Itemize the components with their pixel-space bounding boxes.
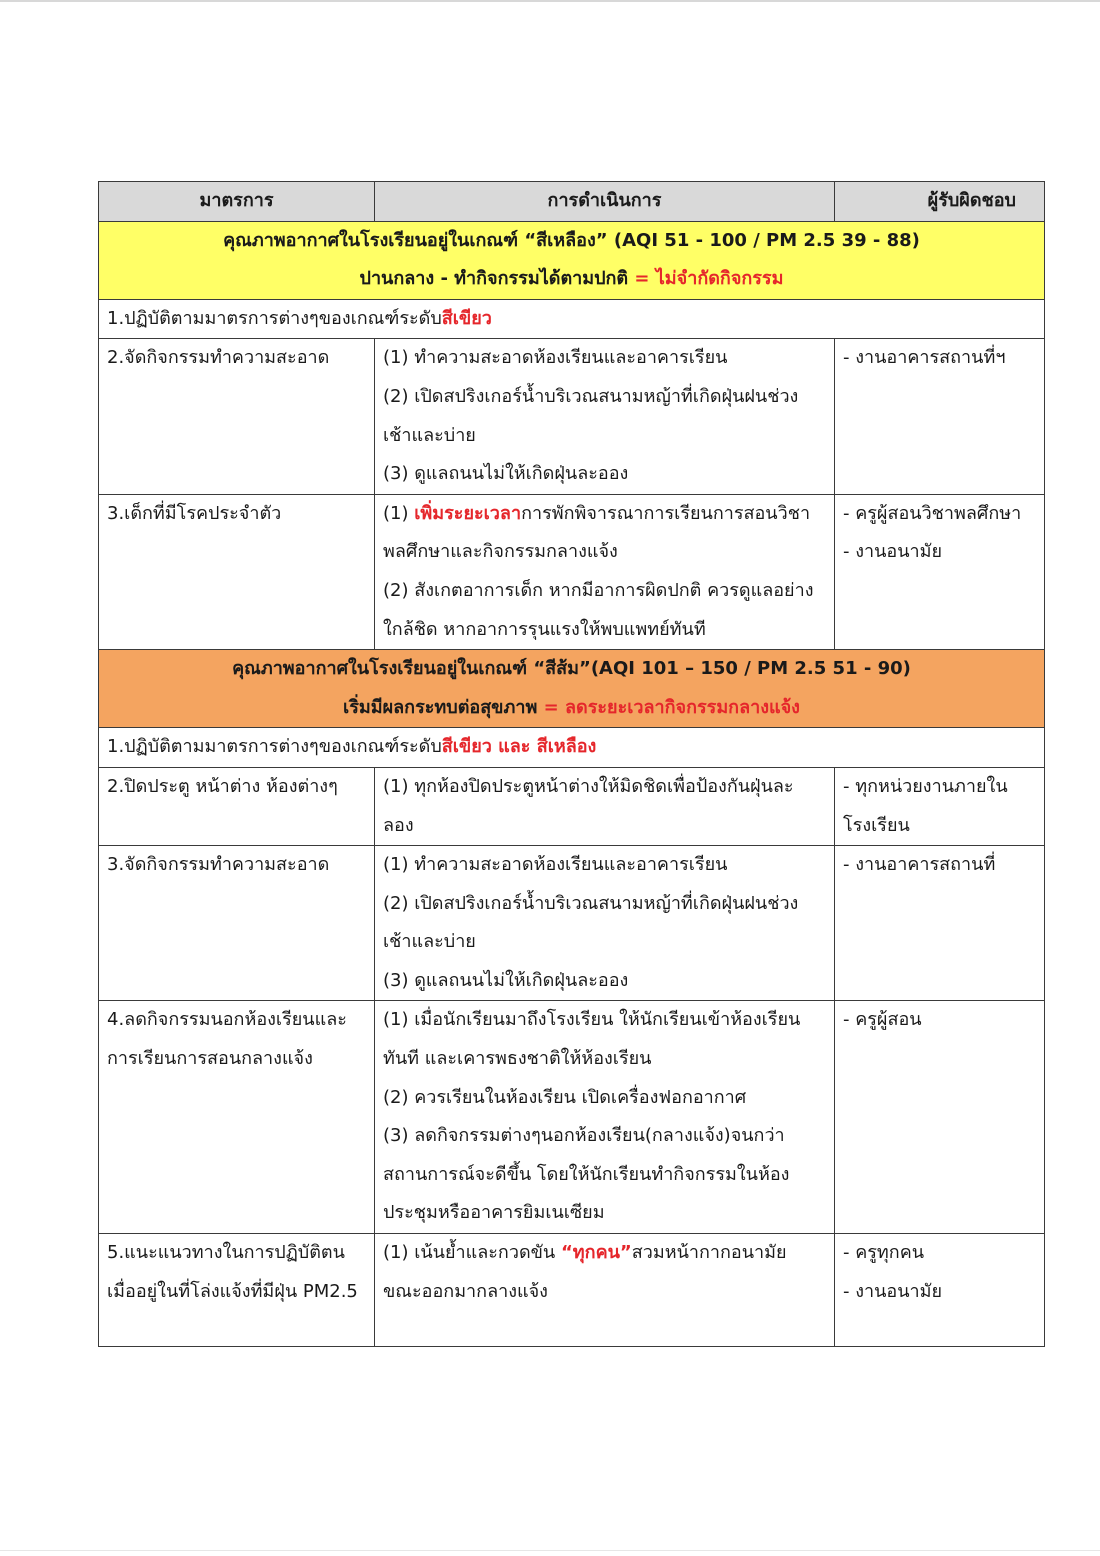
op-line: (1) ทุกห้องปิดประตูหน้าต่างให้มิดชิดเพื่อป้องกันฝุ่นละ xyxy=(383,775,794,797)
yellow-row-3-responsible xyxy=(835,494,1045,649)
orange-row-4-responsible: - ครูผู้สอน xyxy=(835,1001,1045,1234)
orange-row-1-text: 1.ปฏิบัติตามมาตรการต่างๆของเกณฑ์ระดับ xyxy=(107,736,442,758)
header-measure: มาตรการ xyxy=(99,182,375,222)
op-line: (1) ทำความสะอาดห้องเรียนและอาคารเรียน xyxy=(383,854,728,876)
op-line: (1) ทำความสะอาดห้องเรียนและอาคารเรียน xyxy=(383,347,728,369)
op-prefix: (1) xyxy=(383,502,415,524)
orange-row-4 xyxy=(99,1001,1045,1234)
header-row xyxy=(99,182,1045,222)
orange-band-subtitle xyxy=(103,689,1040,728)
orange-band-cell xyxy=(99,650,1045,728)
orange-row-5-measure xyxy=(99,1234,375,1347)
op-suffix: สวมหน้ากากอนามัย xyxy=(631,1242,787,1264)
op-line: (1) เมื่อนักเรียนมาถึงโรงเรียน ให้นักเรียนเข้าห้องเรียน xyxy=(383,1009,801,1031)
op-highlight: “ทุกคน” xyxy=(560,1242,632,1264)
op-line: ขณะออกมากลางแจ้ง xyxy=(383,1280,548,1302)
yellow-row-1-cell xyxy=(99,299,1045,339)
op-line xyxy=(383,495,826,534)
op-line: เช้าและบ่าย xyxy=(383,424,476,446)
yellow-band-subtitle xyxy=(103,260,1040,299)
resp-line: - ครูผู้สอนวิชาพลศึกษา xyxy=(843,502,1022,524)
measure-line: เมื่ออยู่ในที่โล่งแจ้งที่มีฝุ่น PM2.5 xyxy=(107,1280,358,1302)
orange-row-3-responsible: - งานอาคารสถานที่ xyxy=(835,846,1045,1001)
op-line: เช้าและบ่าย xyxy=(383,931,476,953)
orange-band-subtitle-highlight: = ลดระยะเวลากิจกรรมกลางแจ้ง xyxy=(543,696,800,718)
orange-row-1-highlight: สีเขียว และ สีเหลือง xyxy=(441,736,597,758)
op-suffix: การพักพิจารณาการเรียนการสอนวิชา xyxy=(521,502,811,524)
yellow-row-1-text: 1.ปฏิบัติตามมาตรการต่างๆของเกณฑ์ระดับ xyxy=(107,307,442,329)
op-line: (3) ลดกิจกรรมต่างๆนอกห้องเรียน(กลางแจ้ง)จนกว่า xyxy=(383,1125,785,1147)
orange-band-title: คุณภาพอากาศในโรงเรียนอยู่ในเกณฑ์ “สีส้ม”(AQI 101 – 150 / PM 2.5 51 - 90) xyxy=(232,658,911,680)
page-top-rule xyxy=(0,0,1100,2)
header-operation: การดำเนินการ xyxy=(375,182,835,222)
orange-level-band xyxy=(99,650,1045,728)
resp-line: - ครูทุกคน xyxy=(843,1242,925,1264)
op-highlight: เพิ่มระยะเวลา xyxy=(414,502,522,524)
yellow-band-subtitle-highlight: = ไม่จำกัดกิจกรรม xyxy=(634,268,784,290)
measures-table xyxy=(98,181,1045,1347)
orange-row-5-responsible xyxy=(835,1234,1045,1347)
yellow-band-title: คุณภาพอากาศในโรงเรียนอยู่ในเกณฑ์ “สีเหลือง” (AQI 51 - 100 / PM 2.5 39 - 88) xyxy=(223,229,920,251)
orange-row-5 xyxy=(99,1234,1045,1347)
op-line: (3) ดูแลถนนไม่ให้เกิดฝุ่นละออง xyxy=(383,969,629,991)
op-line: (2) ควรเรียนในห้องเรียน เปิดเครื่องฟอกอากาศ xyxy=(383,1086,747,1108)
orange-row-2-measure: 2.ปิดประตู หน้าต่าง ห้องต่างๆ xyxy=(99,767,375,845)
yellow-level-band xyxy=(99,221,1045,299)
resp-line: - งานอนามัย xyxy=(843,541,943,563)
yellow-row-3 xyxy=(99,494,1045,649)
orange-row-2-responsible xyxy=(835,767,1045,845)
resp-line: - งานอนามัย xyxy=(843,1280,943,1302)
yellow-row-2-measure: 2.จัดกิจกรรมทำความสะอาด xyxy=(99,339,375,494)
orange-row-3-operation xyxy=(375,846,835,1001)
yellow-row-2 xyxy=(99,339,1045,494)
op-line xyxy=(383,1234,826,1273)
yellow-band-subtitle-text: ปานกลาง - ทำกิจกรรมได้ตามปกติ xyxy=(359,268,629,290)
op-line: (2) เปิดสปริงเกอร์น้ำบริเวณสนามหญ้าที่เกิดฝุ่นฝนช่วง xyxy=(383,892,799,914)
orange-row-2 xyxy=(99,767,1045,845)
orange-row-3-measure: 3.จัดกิจกรรมทำความสะอาด xyxy=(99,846,375,1001)
orange-row-1-cell xyxy=(99,728,1045,768)
yellow-row-3-operation xyxy=(375,494,835,649)
op-line: (2) สังเกตอาการเด็ก หากมีอาการผิดปกติ ควรดูแลอย่าง xyxy=(383,579,814,601)
yellow-row-3-measure: 3.เด็กที่มีโรคประจำตัว xyxy=(99,494,375,649)
resp-line: โรงเรียน xyxy=(843,814,910,836)
yellow-row-2-responsible: - งานอาคารสถานที่ฯ xyxy=(835,339,1045,494)
orange-row-4-operation xyxy=(375,1001,835,1234)
yellow-row-1 xyxy=(99,299,1045,339)
op-line: ประชุมหรืออาคารยิมเนเซียม xyxy=(383,1202,605,1224)
yellow-row-2-operation xyxy=(375,339,835,494)
op-line: ลอง xyxy=(383,814,414,836)
measure-line: 4.ลดกิจกรรมนอกห้องเรียนและ xyxy=(107,1009,347,1031)
orange-band-subtitle-text: เริ่มมีผลกระทบต่อสุขภาพ xyxy=(343,696,538,718)
measure-line: การเรียนการสอนกลางแจ้ง xyxy=(107,1048,313,1070)
orange-row-4-measure xyxy=(99,1001,375,1234)
op-line: ทันที และเคารพธงชาติให้ห้องเรียน xyxy=(383,1048,652,1070)
page-bottom-rule xyxy=(0,1550,1100,1551)
op-line: ใกล้ชิด หากอาการรุนแรงให้พบแพทย์ทันที xyxy=(383,618,706,640)
op-line: พลศึกษาและกิจกรรมกลางแจ้ง xyxy=(383,541,618,563)
op-line: (2) เปิดสปริงเกอร์น้ำบริเวณสนามหญ้าที่เกิดฝุ่นฝนช่วง xyxy=(383,385,799,407)
header-responsible: ผู้รับผิดชอบ xyxy=(835,182,1045,222)
op-line: (3) ดูแลถนนไม่ให้เกิดฝุ่นละออง xyxy=(383,463,629,485)
yellow-row-1-highlight: สีเขียว xyxy=(441,307,492,329)
op-line: สถานการณ์จะดีขึ้น โดยให้นักเรียนทำกิจกรรมในห้อง xyxy=(383,1163,790,1185)
orange-row-1 xyxy=(99,728,1045,768)
resp-line: - ทุกหน่วยงานภายใน xyxy=(843,775,1008,797)
op-prefix: (1) เน้นย้ำและกวดขัน xyxy=(383,1242,561,1264)
orange-row-2-operation xyxy=(375,767,835,845)
orange-row-5-operation xyxy=(375,1234,835,1347)
orange-row-3 xyxy=(99,846,1045,1001)
measure-line: 5.แนะแนวทางในการปฏิบัติตน xyxy=(107,1242,345,1264)
yellow-band-cell xyxy=(99,221,1045,299)
